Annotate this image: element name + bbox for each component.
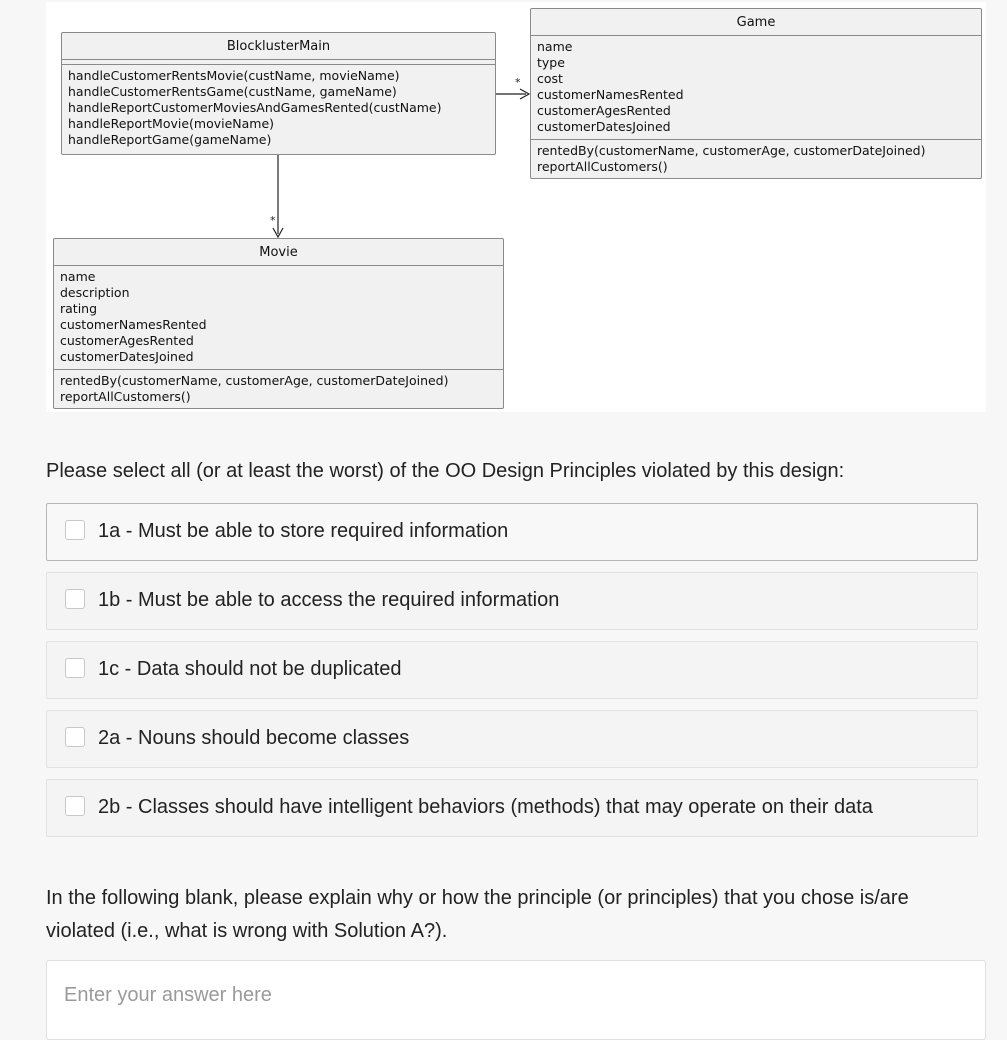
method: handleReportCustomerMoviesAndGamesRented(custName) — [68, 100, 442, 115]
option-label: 1c - Data should not be duplicated — [98, 658, 402, 680]
class-title: Movie — [54, 239, 503, 266]
attribute: rating — [60, 301, 98, 316]
class-title: BlocklusterMain — [62, 33, 495, 60]
option-label: 1b - Must be able to access the required information — [98, 589, 560, 611]
answer-placeholder: Enter your answer here — [64, 984, 272, 1006]
method: reportAllCustomers() — [537, 159, 668, 174]
class-blocklustermain — [61, 32, 496, 155]
option-2a[interactable] — [46, 710, 978, 768]
method: handleCustomerRentsGame(custName, gameName) — [68, 84, 397, 99]
attribute: customerDatesJoined — [60, 349, 194, 364]
option-1b[interactable] — [46, 572, 978, 630]
attribute: customerDatesJoined — [537, 119, 671, 134]
methods-section — [62, 65, 495, 152]
class-game — [530, 8, 982, 179]
attribute: customerAgesRented — [60, 333, 194, 348]
checkbox-2b[interactable] — [65, 796, 85, 816]
option-label: 2a - Nouns should become classes — [98, 727, 410, 749]
attribute: description — [60, 285, 130, 300]
class-movie — [53, 238, 504, 409]
attribute: name — [60, 269, 96, 284]
attribute: cost — [537, 71, 563, 86]
attribute: customerNamesRented — [537, 87, 684, 102]
method: handleReportGame(gameName) — [68, 132, 272, 147]
option-label: 2b - Classes should have intelligent behaviors (methods) that may operate on their data — [98, 796, 873, 818]
attribute: name — [537, 39, 573, 54]
answer-input[interactable] — [46, 960, 986, 1040]
option-label: 1a - Must be able to store required information — [98, 520, 509, 542]
attribute: type — [537, 55, 565, 70]
checkbox-1b[interactable] — [65, 589, 85, 609]
attribute: customerAgesRented — [537, 103, 671, 118]
methods-section — [54, 370, 503, 409]
method: rentedBy(customerName, customerAge, customerDateJoined) — [537, 143, 926, 158]
uml-diagram — [46, 2, 986, 412]
methods-section — [531, 140, 981, 179]
option-2b[interactable] — [46, 779, 978, 837]
method: rentedBy(customerName, customerAge, customerDateJoined) — [60, 373, 449, 388]
checkbox-1c[interactable] — [65, 658, 85, 678]
checkbox-1a[interactable] — [65, 520, 85, 540]
option-1c[interactable] — [46, 641, 978, 699]
game-multiplicity: * — [515, 76, 521, 89]
checkbox-2a[interactable] — [65, 727, 85, 747]
class-title: Game — [531, 9, 981, 36]
method: handleReportMovie(movieName) — [68, 116, 275, 131]
method: reportAllCustomers() — [60, 389, 191, 404]
method: handleCustomerRentsMovie(custName, movieName) — [68, 68, 400, 83]
question-prompt: Please select all (or at least the worst) of the OO Design Principles violated by this design: — [46, 460, 845, 482]
explanation-prompt: In the following blank, please explain why or how the principle (or principles) that you chose is/are violated (i.e., what is wrong with Solution A?). — [46, 887, 909, 942]
option-1a[interactable] — [46, 503, 978, 561]
movie-multiplicity: * — [270, 214, 276, 227]
attributes-section — [531, 36, 981, 140]
attributes-section — [54, 266, 503, 370]
attribute: customerNamesRented — [60, 317, 207, 332]
